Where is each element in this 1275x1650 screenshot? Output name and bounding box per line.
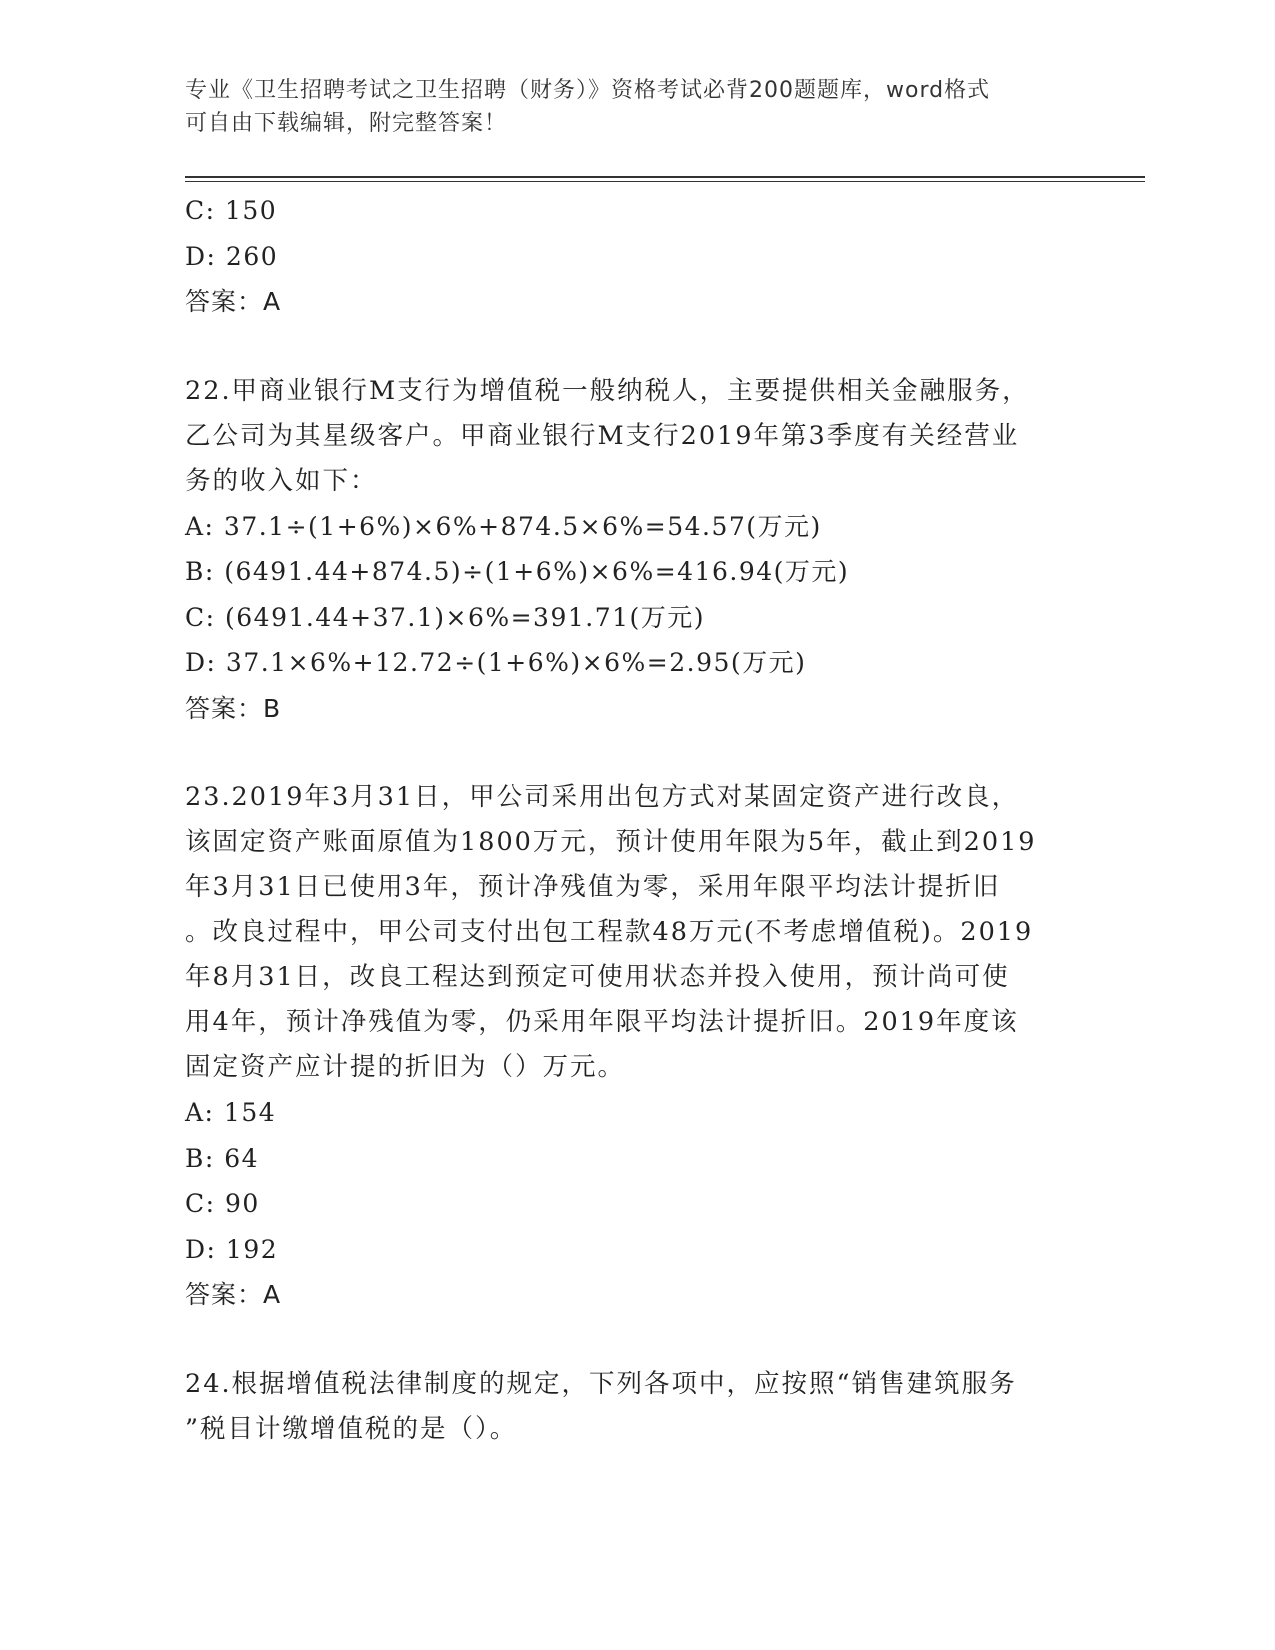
question-23 bbox=[185, 775, 1085, 1318]
answer-line: 答案：B bbox=[185, 693, 282, 723]
question-text-line: 固定资产应计提的折旧为（）万元。 bbox=[185, 1052, 626, 1082]
question-24 bbox=[185, 1362, 1085, 1452]
header-divider-thick bbox=[185, 176, 1145, 178]
header-title-line-1: 专业《卫生招聘考试之卫生招聘（财务）》资格考试必背200题题库，word格式 bbox=[185, 78, 991, 103]
question-text-line: 24.根据增值税法律制度的规定，下列各项中，应按照“销售建筑服务 bbox=[185, 1368, 1017, 1399]
question-21-tail bbox=[185, 188, 1085, 325]
question-text-line: 乙公司为其星级客户。甲商业银行M支行2019年第3季度有关经营业 bbox=[185, 420, 1020, 451]
question-text-line: 用4年，预计净残值为零，仍采用年限平均法计提折旧。2019年度该 bbox=[185, 1007, 1019, 1037]
option-d: D: 37.1×6%+12.72÷(1+6%)×6%=2.95(万元) bbox=[185, 648, 807, 677]
document-body bbox=[185, 188, 1085, 1452]
question-text-line: 该固定资产账面原值为1800万元，预计使用年限为5年，截止到2019 bbox=[185, 827, 1037, 857]
question-text-line: 23.2019年3月31日，甲公司采用出包方式对某固定资产进行改良， bbox=[185, 782, 1020, 812]
option-b: B: (6491.44+874.5)÷(1+6%)×6%=416.94(万元) bbox=[185, 557, 850, 586]
question-text-line: 22.甲商业银行M支行为增值税一般纳税人，主要提供相关金融服务， bbox=[185, 375, 1030, 406]
answer-line: 答案：A bbox=[185, 287, 282, 316]
option-c: C: 150 bbox=[185, 196, 278, 225]
answer-line: 答案：A bbox=[185, 1280, 282, 1309]
option-d: D: 192 bbox=[185, 1234, 279, 1264]
document-header bbox=[185, 74, 1085, 140]
option-c: C: 90 bbox=[185, 1189, 260, 1218]
question-text-line: 。改良过程中，甲公司支付出包工程款48万元(不考虑增值税)。2019 bbox=[185, 917, 1034, 947]
question-22 bbox=[185, 369, 1085, 732]
option-a: A: 37.1÷(1+6%)×6%+874.5×6%=54.57(万元) bbox=[185, 511, 822, 541]
option-c: C: (6491.44+37.1)×6%=391.71(万元) bbox=[185, 602, 706, 632]
header-title-line-2: 可自由下载编辑，附完整答案！ bbox=[185, 111, 508, 136]
option-a: A: 154 bbox=[185, 1098, 277, 1127]
question-text-line: ”税目计缴增值税的是（）。 bbox=[185, 1413, 518, 1444]
option-d: D: 260 bbox=[185, 241, 279, 271]
option-b: B: 64 bbox=[185, 1143, 260, 1173]
question-text-line: 年8月31日，改良工程达到预定可使用状态并投入使用，预计尚可使 bbox=[185, 962, 1010, 992]
question-text-line: 务的收入如下： bbox=[185, 465, 378, 496]
question-text-line: 年3月31日已使用3年，预计净残值为零，采用年限平均法计提折旧 bbox=[185, 872, 1001, 902]
header-divider-thin bbox=[185, 181, 1145, 182]
